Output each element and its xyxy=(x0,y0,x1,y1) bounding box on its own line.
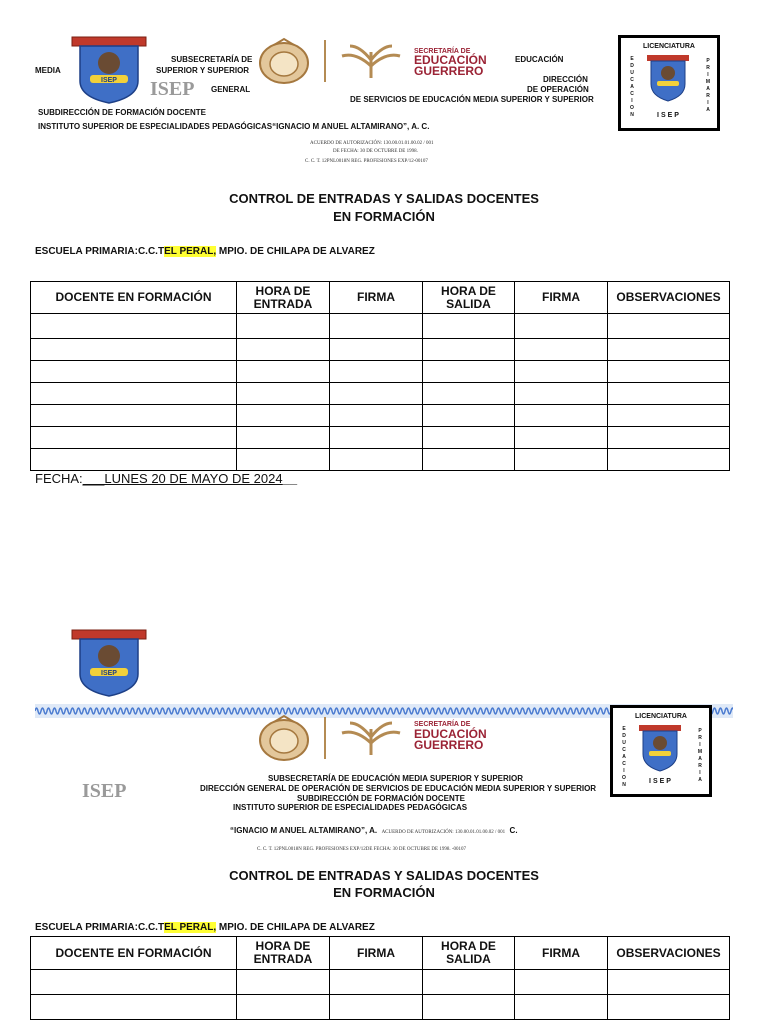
school-suffix: MPIO. DE CHILAPA DE ALVAREZ xyxy=(216,922,375,933)
table-cell[interactable] xyxy=(515,405,608,427)
table-cell[interactable] xyxy=(31,970,237,995)
header2-line5c: C. xyxy=(509,826,518,835)
licbox-bottom-label: ISEP xyxy=(657,112,681,119)
attendance-table-2 xyxy=(30,936,730,1020)
acuerdo-text: ACUERDO DE AUTORIZACIÓN: 130.00.01.01.00.02 / 001 xyxy=(310,141,434,146)
table-cell[interactable] xyxy=(608,995,730,1020)
divider xyxy=(324,40,326,82)
guerrero-label: GUERRERO xyxy=(414,738,484,752)
col-observaciones: OBSERVACIONES xyxy=(608,282,730,314)
table-cell[interactable] xyxy=(423,970,515,995)
table-cell[interactable] xyxy=(423,383,515,405)
header-superior: SUPERIOR Y SUPERIOR xyxy=(156,66,250,75)
table-cell[interactable] xyxy=(608,449,730,471)
school-prefix: ESCUELA PRIMARIA:C.C.T xyxy=(35,246,165,257)
school-prefix: ESCUELA PRIMARIA:C.C.T xyxy=(35,922,165,933)
table-cell[interactable] xyxy=(237,427,330,449)
header2-line6a: C. C. T. 12PNL0018N REG. PROFESIONES EXP/12 xyxy=(257,847,366,852)
table-cell[interactable] xyxy=(31,449,237,471)
table-cell[interactable] xyxy=(608,427,730,449)
table-cell[interactable] xyxy=(330,995,423,1020)
header2-line3: SUBDIRECCIÓN DE FORMACIÓN DOCENTE xyxy=(297,794,466,803)
svg-text:ISEP: ISEP xyxy=(101,670,117,677)
table-cell[interactable] xyxy=(237,995,330,1020)
col-hora-salida: HORA DE SALIDA xyxy=(423,937,515,970)
table-cell[interactable] xyxy=(515,995,608,1020)
table-cell[interactable] xyxy=(330,405,423,427)
col-hora-entrada: HORA DE ENTRADA xyxy=(237,937,330,970)
educacion-big-label: EDUCACIÓN xyxy=(414,53,487,67)
table-cell[interactable] xyxy=(515,314,608,339)
header-de-operacion: DE OPERACIÓN xyxy=(527,85,589,94)
form1-title-line1: CONTROL DE ENTRADAS Y SALIDAS DOCENTES xyxy=(229,191,539,206)
licbox-left-label: E D U C A C I O N xyxy=(622,726,626,788)
table-cell[interactable] xyxy=(31,361,237,383)
col-docente: DOCENTE EN FORMACIÓN xyxy=(31,282,237,314)
fecha-label: FECHA: xyxy=(35,471,83,486)
table-cell[interactable] xyxy=(31,383,237,405)
form2-title-line2: EN FORMACIÓN xyxy=(333,885,435,900)
svg-text:ISEP: ISEP xyxy=(101,77,117,84)
isep-shield-logo xyxy=(70,628,148,698)
licenciatura-logo-box xyxy=(618,35,720,131)
table-cell[interactable] xyxy=(31,995,237,1020)
header-general: GENERAL xyxy=(211,85,251,94)
isep-shield-logo xyxy=(70,35,148,105)
header2-line2: DIRECCIÓN GENERAL DE OPERACIÓN DE SERVICIOS DE EDUCACIÓN MEDIA SUPERIOR Y SUPERIOR xyxy=(200,784,597,793)
isep-shield-small-icon xyxy=(645,54,691,104)
table-cell[interactable] xyxy=(330,449,423,471)
table-cell[interactable] xyxy=(608,314,730,339)
header2-line6b: DE FECHA: 30 DE OCTUBRE DE 1998. -00107 xyxy=(365,847,466,852)
header-media: MEDIA xyxy=(35,66,61,75)
table-cell[interactable] xyxy=(515,449,608,471)
table-cell[interactable] xyxy=(330,339,423,361)
header2-line6 xyxy=(257,837,466,855)
plant-emblem-icon xyxy=(336,719,406,757)
school-name-highlight: EL PERAL, xyxy=(164,922,217,933)
fecha-tail: __ xyxy=(282,471,298,486)
header2-line5b: ACUERDO DE AUTORIZACIÓN: 130.00.01.01.00.02 / 001 xyxy=(381,830,506,835)
attendance-table-1 xyxy=(30,281,730,471)
licbox-right-label: P R I M A R I A xyxy=(705,58,711,113)
col-firma-entrada: FIRMA xyxy=(330,937,423,970)
table-cell[interactable] xyxy=(608,405,730,427)
table-cell[interactable] xyxy=(330,383,423,405)
cct-text: C. C. T. 12PNL0018N REG. PROFESIONES EXP/12-00107 xyxy=(305,159,428,164)
col-firma-entrada: FIRMA xyxy=(330,282,423,314)
plant-emblem-icon xyxy=(336,42,406,80)
fecha-value: ___LUNES 20 DE MAYO DE 2024 xyxy=(82,471,283,486)
table-header-row xyxy=(31,282,730,314)
table-row xyxy=(31,405,730,427)
isep-wordmark: ISEP xyxy=(82,780,127,802)
col-hora-salida: HORA DE SALIDA xyxy=(423,282,515,314)
table-cell[interactable] xyxy=(237,314,330,339)
table-cell[interactable] xyxy=(608,361,730,383)
isep-wordmark: ISEP xyxy=(150,78,195,100)
header2-line1: SUBSECRETARÍA DE EDUCACIÓN MEDIA SUPERIOR Y SUPERIOR xyxy=(268,774,523,783)
table-cell[interactable] xyxy=(515,970,608,995)
table-cell[interactable] xyxy=(423,995,515,1020)
table-row xyxy=(31,427,730,449)
table-cell[interactable] xyxy=(237,361,330,383)
licbox-top-label: LICENCIATURA xyxy=(635,713,687,720)
header-subdireccion: SUBDIRECCIÓN DE FORMACIÓN DOCENTE xyxy=(38,108,207,117)
secretaria-de-label: SECRETARÍA DE xyxy=(414,48,471,55)
form1-title-line2: EN FORMACIÓN xyxy=(333,209,435,224)
col-docente: DOCENTE EN FORMACIÓN xyxy=(31,937,237,970)
licenciatura-logo-box xyxy=(610,705,712,797)
table-cell[interactable] xyxy=(608,970,730,995)
fecha-acuerdo-text: DE FECHA: 30 DE OCTUBRE DE 1998. xyxy=(333,149,418,154)
table-cell[interactable] xyxy=(31,314,237,339)
table-cell[interactable] xyxy=(608,339,730,361)
licbox-bottom-label: ISEP xyxy=(649,778,673,785)
header-servicios: DE SERVICIOS DE EDUCACIÓN MEDIA SUPERIOR Y SUPERIOR xyxy=(350,95,594,104)
table-cell[interactable] xyxy=(237,339,330,361)
table-cell[interactable] xyxy=(608,383,730,405)
fecha-line xyxy=(35,471,297,486)
table-cell[interactable] xyxy=(330,361,423,383)
table-row xyxy=(31,383,730,405)
table-cell[interactable] xyxy=(423,449,515,471)
col-firma-salida: FIRMA xyxy=(515,282,608,314)
form1-school-line xyxy=(35,246,375,257)
col-observaciones: OBSERVACIONES xyxy=(608,937,730,970)
licbox-top-label: LICENCIATURA xyxy=(643,43,695,50)
table-cell[interactable] xyxy=(515,427,608,449)
school-suffix: MPIO. DE CHILAPA DE ALVAREZ xyxy=(216,246,375,257)
licbox-right-label: P R I M A R I A xyxy=(697,728,703,783)
isep-shield-small-icon xyxy=(637,724,683,774)
table-row xyxy=(31,339,730,361)
form2-school-line xyxy=(35,922,375,933)
table-cell[interactable] xyxy=(31,405,237,427)
guerrero-seal-icon xyxy=(256,714,312,762)
guerrero-label: GUERRERO xyxy=(414,64,484,78)
table-cell[interactable] xyxy=(237,449,330,471)
table-cell[interactable] xyxy=(330,970,423,995)
table-cell[interactable] xyxy=(515,361,608,383)
table-cell[interactable] xyxy=(237,405,330,427)
secretaria-de-label: SECRETARÍA DE xyxy=(414,721,471,728)
header2-line5 xyxy=(230,820,518,838)
header2-line4: INSTITUTO SUPERIOR DE ESPECIALIDADES PEDAGÓGICAS xyxy=(233,803,468,812)
table-row xyxy=(31,995,730,1020)
header-subsecretaria: SUBSECRETARÍA DE xyxy=(171,55,253,64)
col-firma-salida: FIRMA xyxy=(515,937,608,970)
school-name-highlight: EL PERAL, xyxy=(164,246,217,257)
table-cell[interactable] xyxy=(237,970,330,995)
guerrero-seal-icon xyxy=(256,37,312,85)
licbox-left-label: E D U C A C I O N xyxy=(630,56,634,118)
table-row xyxy=(31,314,730,339)
table-cell[interactable] xyxy=(330,427,423,449)
table-cell[interactable] xyxy=(515,383,608,405)
header-direccion: DIRECCIÓN xyxy=(543,75,588,84)
table-cell[interactable] xyxy=(330,314,423,339)
table-cell[interactable] xyxy=(423,361,515,383)
table-cell[interactable] xyxy=(31,427,237,449)
table-cell[interactable] xyxy=(31,339,237,361)
col-hora-entrada: HORA DE ENTRADA xyxy=(237,282,330,314)
table-cell[interactable] xyxy=(423,314,515,339)
table-row xyxy=(31,970,730,995)
table-cell[interactable] xyxy=(423,427,515,449)
table-row xyxy=(31,449,730,471)
table-cell[interactable] xyxy=(423,405,515,427)
educacion-big-label: EDUCACIÓN xyxy=(414,727,487,741)
divider xyxy=(324,717,326,759)
header-instituto: INSTITUTO SUPERIOR DE ESPECIALIDADES PEDAGÓGICAS“IGNACIO M ANUEL ALTAMIRANO”, A. C. xyxy=(38,122,430,131)
header-educacion: EDUCACIÓN xyxy=(515,55,564,64)
table-header-row xyxy=(31,937,730,970)
form2-title-line1: CONTROL DE ENTRADAS Y SALIDAS DOCENTES xyxy=(229,868,539,883)
table-cell[interactable] xyxy=(237,383,330,405)
header2-line5a: “IGNACIO M ANUEL ALTAMIRANO”, A. xyxy=(230,826,378,835)
table-row xyxy=(31,361,730,383)
table-cell[interactable] xyxy=(515,339,608,361)
table-cell[interactable] xyxy=(423,339,515,361)
